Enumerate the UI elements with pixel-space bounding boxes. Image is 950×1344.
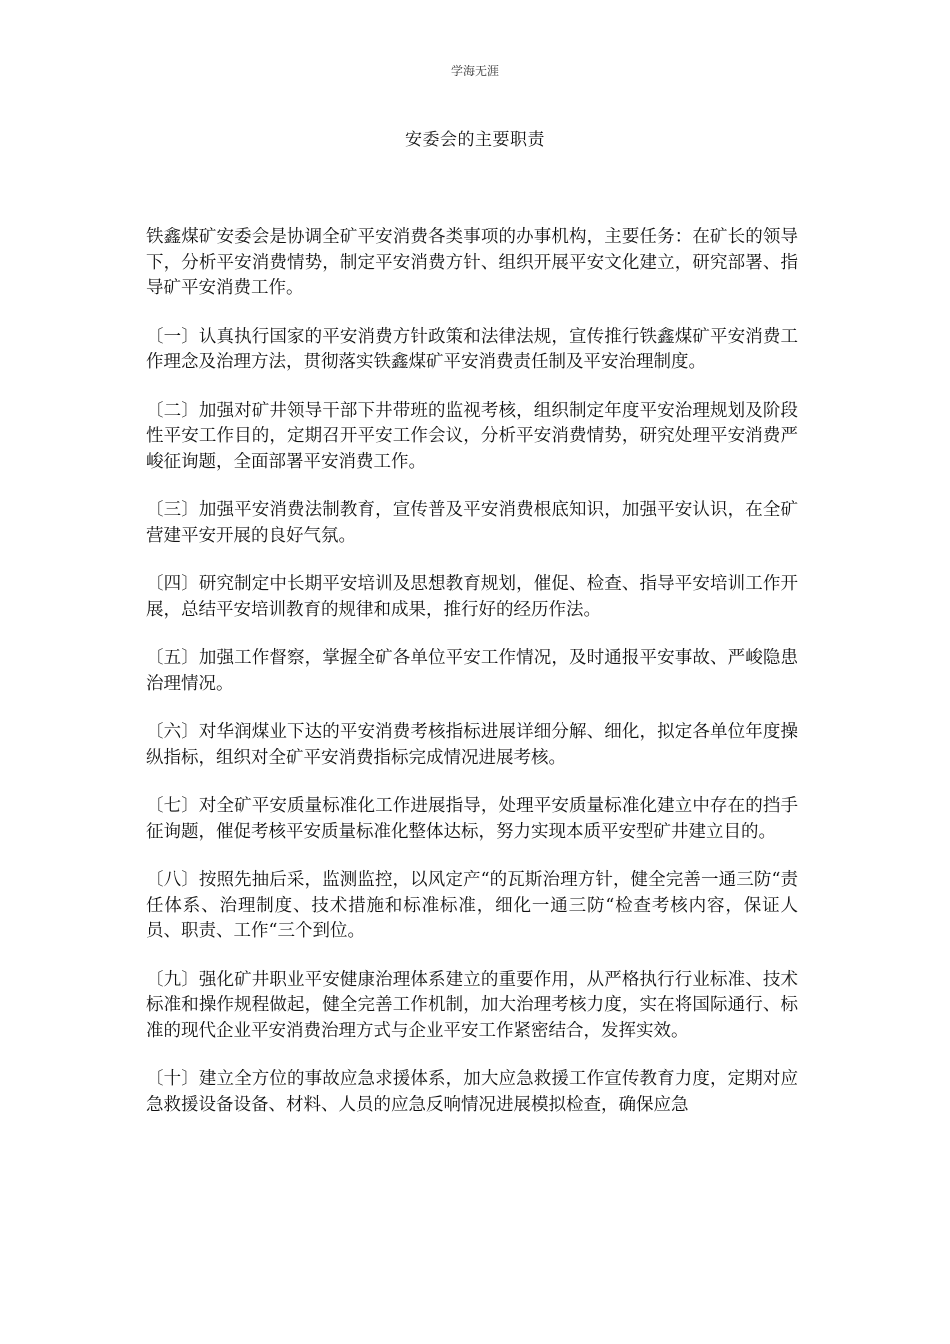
duty-paragraph-10: 〔十〕建立全方位的事故应急求援体系，加大应急救援工作宣传教育力度，定期对应急救援设备设备、材料、人员的应急反响情况进展模拟检查，确保应急 bbox=[146, 1069, 798, 1115]
duty-paragraph-5: 〔五〕加强工作督察，掌握全矿各单位平安工作情况，及时通报平安事故、严峻隐患治理情况。 bbox=[146, 648, 798, 694]
page-header-note: 学海无涯 bbox=[450, 64, 499, 78]
document-title: 安委会的主要职责 bbox=[405, 130, 545, 150]
duty-paragraph-3: 〔三〕加强平安消费法制教育，宣传普及平安消费根底知识，加强平安认识，在全矿营建平安开展的良好气氛。 bbox=[146, 500, 798, 546]
intro-paragraph: 铁鑫煤矿安委会是协调全矿平安消费各类事项的办事机构，主要任务：在矿长的领导下，分析平安消费情势，制定平安消费方针、组织开展平安文化建立，研究部署、指导矿平安消费工作。 bbox=[146, 227, 798, 298]
duty-paragraph-6: 〔六〕对华润煤业下达的平安消费考核指标进展详细分解、细化，拟定各单位年度操纵指标，组织对全矿平安消费指标完成情况进展考核。 bbox=[146, 722, 798, 768]
duty-paragraph-1: 〔一〕认真执行国家的平安消费方针政策和法律法规，宣传推行铁鑫煤矿平安消费工作理念及治理方法，贯彻落实铁鑫煤矿平安消费责任制及平安治理制度。 bbox=[146, 326, 798, 372]
duty-paragraph-7: 〔七〕对全矿平安质量标准化工作进展指导，处理平安质量标准化建立中存在的挡手征询题，催促考核平安质量标准化整体达标，努力实现本质平安型矿井建立目的。 bbox=[146, 796, 798, 842]
duty-paragraph-8: 〔八〕按照先抽后采，监测监控，以风定产“的瓦斯治理方针，健全完善一通三防“责任体系、治理制度、技术措施和标准标准，细化一通三防“检查考核内容，保证人员、职责、工作“三个到位。 bbox=[146, 870, 798, 941]
duty-paragraph-9: 〔九〕强化矿井职业平安健康治理体系建立的重要作用，从严格执行行业标准、技术标准和操作规程做起，健全完善工作机制，加大治理考核力度，实在将国际通行、标准的现代企业平安消费治理方式与企业平安工作紧密结合，发挥实效。 bbox=[146, 969, 798, 1041]
duty-paragraph-4: 〔四〕研究制定中长期平安培训及思想教育规划，催促、检查、指导平安培训工作开展，总结平安培训教育的规律和成果，推行好的经历作法。 bbox=[146, 574, 798, 620]
document-body bbox=[146, 225, 798, 1141]
duty-paragraph-2: 〔二〕加强对矿井领导干部下井带班的监视考核，组织制定年度平安治理规划及阶段性平安工作目的，定期召开平安工作会议，分析平安消费情势，研究处理平安消费严峻征询题，全面部署平安消费工作。 bbox=[146, 400, 798, 472]
